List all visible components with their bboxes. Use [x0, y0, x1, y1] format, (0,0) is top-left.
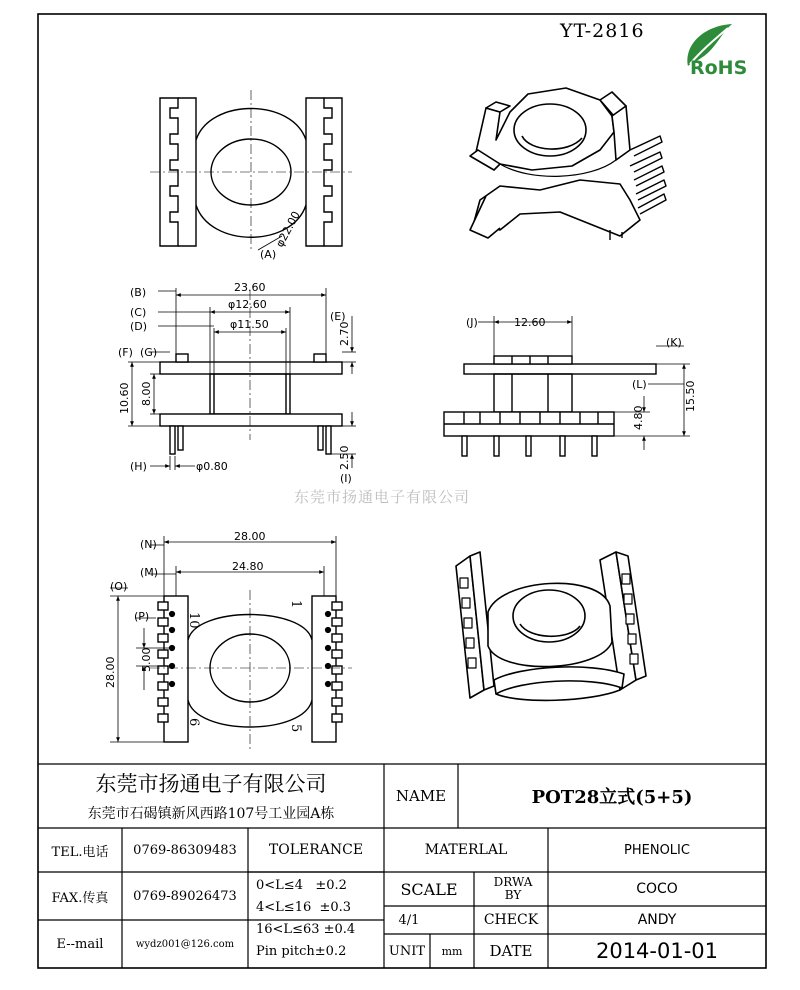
- tolerance-row-1: 0<L≤4 ±0.2: [256, 878, 347, 893]
- material-label: MATERLAL: [424, 842, 508, 858]
- company-address: 东莞市石碣镇新风西路107号工业园A栋: [87, 806, 335, 822]
- pin-label-10: 10: [186, 612, 201, 629]
- dim-front-overall-height: 10.60: [118, 382, 131, 414]
- callout-a: (A): [260, 248, 277, 261]
- date-value: 2014-01-01: [595, 939, 719, 963]
- pin-label-5: 5: [288, 724, 303, 733]
- name-value: POT28立式(5+5): [531, 787, 693, 808]
- callout-m: (M): [140, 566, 159, 579]
- dim-bottom-overall-width: 28.00: [234, 530, 266, 543]
- pin-label-1: 1: [288, 600, 303, 609]
- dim-front-winding-height: 8.00: [140, 381, 153, 406]
- dim-front-pin-diameter: φ0.80: [196, 460, 228, 473]
- date-label: DATE: [489, 942, 533, 960]
- side-view: [444, 356, 656, 456]
- check-label: CHECK: [483, 912, 539, 928]
- dim-bottom-pin-row-spacing: 24.80: [232, 560, 264, 573]
- callout-b: (B): [130, 286, 147, 299]
- callout-g: (G): [140, 346, 158, 359]
- company-name: 东莞市扬通电子有限公司: [95, 772, 327, 796]
- bottom-view: [150, 590, 352, 750]
- name-label: NAME: [395, 787, 447, 805]
- tel-value: 0769-86309483: [133, 842, 237, 858]
- tel-label: TEL.电话: [51, 844, 109, 860]
- dim-side-width: 12.60: [514, 316, 546, 329]
- dim-bottom-pin-pitch: 5.00: [140, 647, 153, 672]
- unit-label: UNIT: [388, 943, 426, 959]
- callout-e: (E): [330, 310, 346, 323]
- callout-n: (N): [140, 538, 157, 551]
- isometric-view-bottom: [456, 552, 646, 700]
- front-view: [160, 290, 342, 454]
- rohs-text: RoHS: [690, 57, 748, 79]
- dim-top-diameter: φ22.00: [273, 209, 303, 250]
- callout-d: (D): [130, 320, 148, 333]
- dim-bottom-overall-depth: 28.00: [104, 656, 117, 688]
- dim-front-pin-length: 2.50: [338, 445, 351, 470]
- scale-value: 4/1: [398, 912, 420, 928]
- tolerance-label: TOLERANCE: [268, 842, 364, 858]
- drawn-by-value: COCO: [636, 881, 678, 897]
- callout-p: (P): [134, 610, 150, 623]
- scale-label: SCALE: [400, 879, 458, 899]
- check-value: ANDY: [637, 912, 677, 928]
- callout-f: (F): [118, 346, 133, 359]
- callout-i: (I): [340, 472, 352, 485]
- tolerance-row-4: Pin pitch±0.2: [256, 944, 347, 959]
- dim-front-outer-diameter: φ12.60: [228, 298, 267, 311]
- dim-front-flange-thickness: 2.70: [338, 321, 351, 346]
- drawn-by-label: DRWA BY: [493, 875, 533, 902]
- callout-l: (L): [632, 378, 647, 391]
- callout-h: (H): [130, 460, 147, 473]
- part-number: YT-2816: [560, 20, 645, 42]
- dim-side-overall-height: 15.50: [684, 380, 697, 412]
- unit-value: mm: [441, 944, 463, 958]
- tolerance-row-2: 4<L≤16 ±0.3: [256, 900, 352, 915]
- email-value: wydz001@126.com: [135, 938, 235, 950]
- watermark: 东莞市扬通电子有限公司: [294, 488, 471, 506]
- dim-side-base-height: 4.80: [632, 405, 645, 430]
- callout-j: (J): [466, 316, 478, 329]
- callout-k: (K): [666, 336, 682, 349]
- material-value: PHENOLIC: [624, 842, 690, 858]
- top-view: [150, 90, 352, 250]
- tolerance-row-3: 16<L≤63 ±0.4: [256, 922, 356, 937]
- fax-label: FAX.传真: [51, 890, 109, 906]
- callout-c: (C): [130, 306, 147, 319]
- email-label: E--mail: [56, 936, 104, 952]
- isometric-view-top: [470, 88, 666, 240]
- fax-value: 0769-89026473: [133, 888, 237, 904]
- callout-o: (O): [110, 580, 128, 593]
- dim-front-inner-diameter: φ11.50: [230, 318, 269, 331]
- pin-label-6: 6: [186, 718, 201, 727]
- dim-front-overall-width: 23.60: [234, 281, 266, 294]
